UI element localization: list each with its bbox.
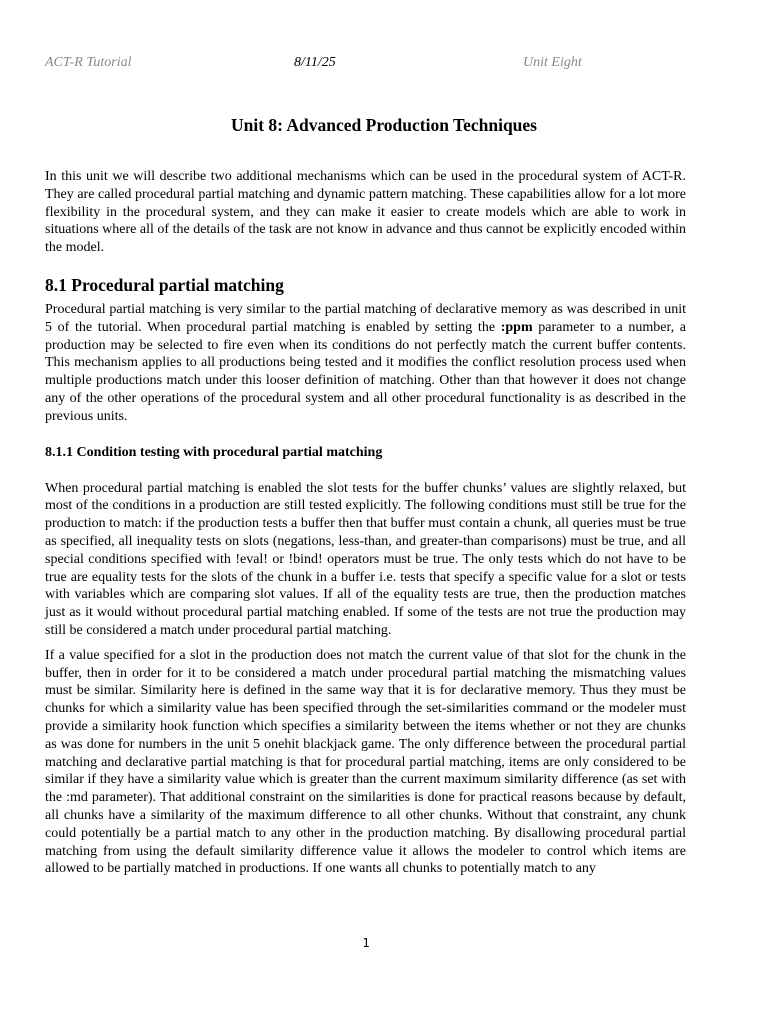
subsection-paragraph-1: When procedural partial matching is enabled the slot tests for the buffer chunks’ values are slightly relaxed, but most of the conditions in a production are still tested explicitly. The following conditions must still be true for the production to match: if the production tests a buffer then that buffer must contain a chunk, all queries must be true as specified, all inequality tests on slots (negations, less-than, and greater-than comparisons) must be true, and all special conditions specified with !eval! or !bind! operators must be true. The only tests which do not have to be true are equality tests for the slots of the chunk in a buffer i.e. tests that specify a specific value for a slot or tests with variables which are comparing slot values. If all of the equality tests are true, then the production matches just as it would without procedural partial matching enabled. If some of the tests are not true the production may still be considered a match under procedural partial matching. xyxy=(45,480,686,638)
page-number: 1 xyxy=(362,936,370,950)
header-date: 8/11/25 xyxy=(294,55,336,70)
page-header xyxy=(45,55,725,73)
paragraph-text-start: Procedural partial matching is very similar to the partial matching of declarative memory as was described in unit 5 of the tutorial. When procedural partial matching is enabled by setting the xyxy=(45,301,686,335)
subsection-paragraph-2: If a value specified for a slot in the production does not match the current value of that slot for the chunk in the buffer, then in order for it to be considered a match under procedural partial matching the mismatching values must be similar. Similarity here is defined in the same way that it is for declarative memory. Thus they must be chunks for which a similarity value has been specified through the set-similarities command or the modeler must provide a similarity hook function which specifies a similarity between the items whether or not they are chunks as was done for numbers in the unit 5 onehit blackjack game. The only difference between the procedural partial matching and declarative partial matching is that for procedural partial matching, items are only considered to be similar if they have a similarity value which is greater than the current maximum similarity difference (as set with the :md parameter). That additional constraint on the similarities is done for practical reasons because by default, all chunks have a similarity of the maximum difference to all other chunks. Without that constraint, any chunk could potentially be a partial match to any other in the production matching. By disallowing procedural partial matching from using the default similarity difference value it allows the modeler to control which items are allowed to be partially matched in productions. If one wants all chunks to potentially match to any xyxy=(45,647,686,877)
section-heading-8-1: 8.1 Procedural partial matching xyxy=(45,274,284,295)
header-right: Unit Eight xyxy=(523,55,582,70)
ppm-parameter: :ppm xyxy=(500,319,533,335)
subsection-heading-8-1-1: 8.1.1 Condition testing with procedural partial matching xyxy=(45,444,383,460)
intro-paragraph: In this unit we will describe two additional mechanisms which can be used in the procedural system of ACT-R. They are called procedural partial matching and dynamic pattern matching. These capabilities allow for a lot more flexibility in the procedural system, and they can make it easier to create models which are able to work in situations where all of the details of the task are not know in advance and thus cannot be explicitly encoded within the model. xyxy=(45,169,686,256)
document-body xyxy=(45,168,686,878)
header-left: ACT-R Tutorial xyxy=(45,55,132,70)
page-title: Unit 8: Advanced Production Techniques xyxy=(231,115,537,135)
section-8-1-paragraph xyxy=(45,301,686,426)
paragraph-text-end: parameter to a number, a production may be selected to fire even when its conditions do not perfectly match the current buffer contents. This mechanism applies to all productions being tested and it modifies the conflict resolution process used when multiple productions match under this looser definition of matching. Other than that however it does not change any of the other operations of the procedural system and all other procedural functionality is as described in the previous units. xyxy=(45,319,687,424)
